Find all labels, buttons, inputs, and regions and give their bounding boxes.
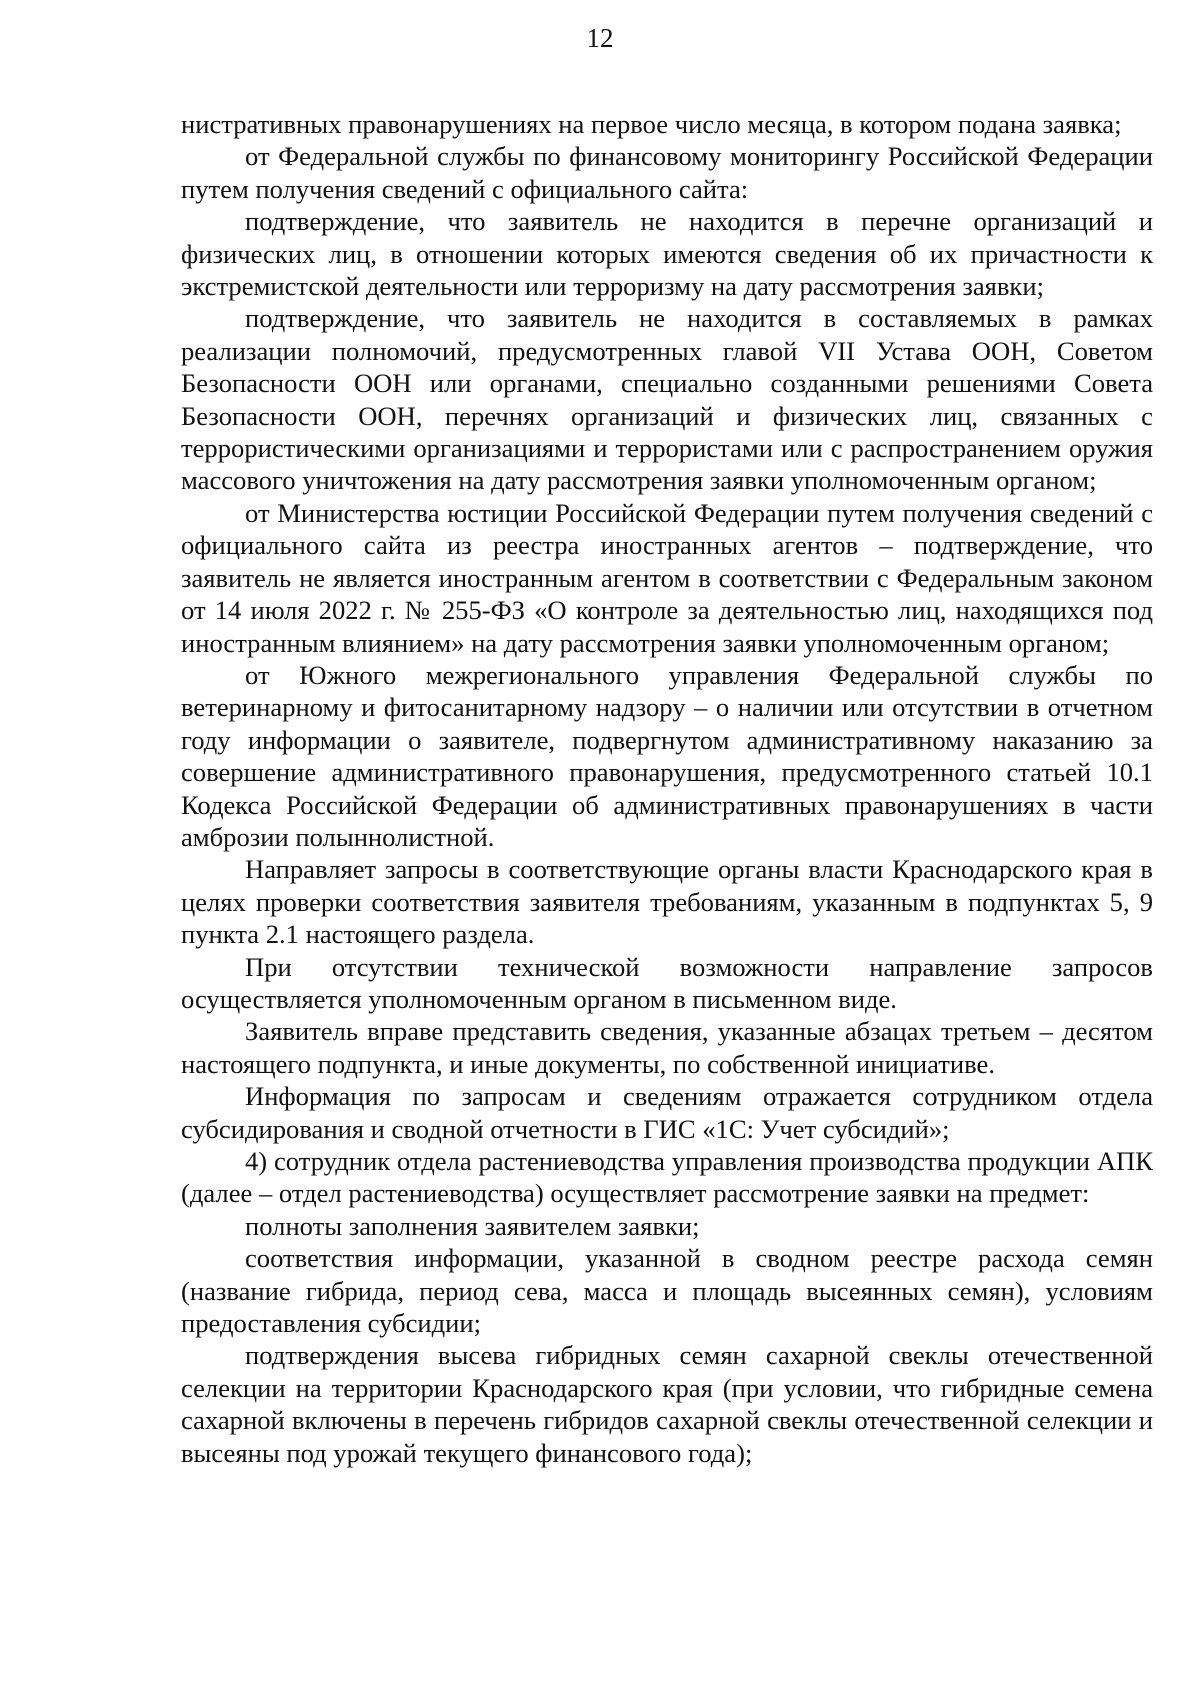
paragraph-extremism-check: подтверждение, что заявитель не находится в перечне организаций и физических лиц, в отношении которых имеются сведения об их причастности к экстремистской деятельности или терроризму на дату рассмотрения заявки;	[181, 206, 1153, 302]
paragraph-rosfinmonitoring: от Федеральной службы по финансовому мониторингу Российской Федерации путем получения сведений с официального сайта:	[181, 141, 1153, 204]
paragraph-gis-information: Информация по запросам и сведениям отражается сотрудником отдела субсидирования и сводной отчетности в ГИС «1С: Учет субсидий»;	[181, 1081, 1153, 1144]
paragraph-sugar-beet-sowing: подтверждения высева гибридных семян сахарной свеклы отечественной селекции на территории Краснодарского края (при условии, что гибридные семена сахарной включены в перечень гибридов сахарной свеклы отечественной селекции и высеяны под урожай текущего финансового года);	[181, 1340, 1153, 1468]
page-number: 12	[586, 23, 614, 53]
paragraph-applicant-right: Заявитель вправе представить сведения, указанные абзацах третьем – десятом настоящего подпункта, и иные документы, по собственной инициативе.	[181, 1016, 1153, 1079]
document-body	[181, 108, 1153, 1469]
paragraph-seed-registry: соответствия информации, указанной в сводном реестре расхода семян (название гибрида, период сева, масса и площадь высеянных семян), условиям предоставления субсидии;	[181, 1243, 1153, 1339]
paragraph-requests-krasnodar: Направляет запросы в соответствующие органы власти Краснодарского края в целях проверки соответствия заявителя требованиям, указанным в подпунктах 5, 9 пункта 2.1 настоящего раздела.	[181, 854, 1153, 950]
paragraph-completeness: полноты заполнения заявителем заявки;	[245, 1210, 700, 1241]
paragraph-un-lists-check: подтверждение, что заявитель не находится в составляемых в рамках реализации полномочий, предусмотренных главой VII Устава ООН, Советом Безопасности ООН или органами, специально созданными решениями Совета Безопасности ООН, перечнях организаций и физических лиц, связанных с террористическими организациями и террористами или с распространением оружия массового уничтожения на дату рассмотрения заявки уполномоченным органом;	[181, 303, 1153, 496]
paragraph-ministry-of-justice: от Министерства юстиции Российской Федерации путем получения сведений с официального сайта из реестра иностранных агентов – подтверждение, что заявитель не является иностранным агентом в соответствии с Федеральным законом от 14 июля 2022 г. № 255-ФЗ «О контроле за деятельностью лиц, находящихся под иностранным влиянием» на дату рассмотрения заявки уполномоченным органом;	[181, 497, 1153, 658]
paragraph-item-4: 4) сотрудник отдела растениеводства управления производства продукции АПК (далее – отдел растениеводства) осуществляет рассмотрение заявки на предмет:	[181, 1146, 1153, 1209]
paragraph-veterinary-supervision: от Южного межрегионального управления Федеральной службы по ветеринарному и фитосанитарному надзору – о наличии или отсутствии в отчетном году информации о заявителе, подвергнутом административному наказанию за совершение административного правонарушения, предусмотренного статьей 10.1 Кодекса Российской Федерации об административных правонарушениях в части амброзии полыннолистной.	[181, 659, 1153, 852]
paragraph-written-requests: При отсутствии технической возможности направление запросов осуществляется уполномоченным органом в письменном виде.	[181, 951, 1153, 1014]
paragraph-continuation: нистративных правонарушениях на первое число месяца, в котором подана заявка;	[181, 109, 1122, 139]
